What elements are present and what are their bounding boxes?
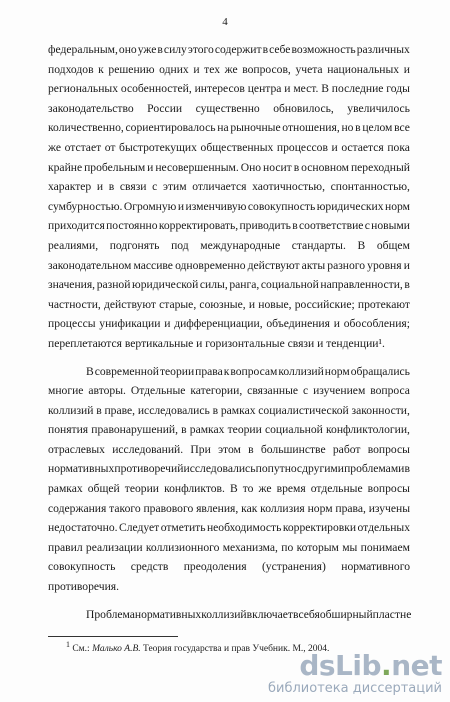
text-line: частности, действуют старые, союзные, и новые, российские; протекают	[48, 297, 410, 311]
logo-name: dsLib	[299, 649, 382, 682]
text-line: нормативных противоречий исследовались попутно с другими проблемами в	[48, 462, 410, 476]
text-line: крайне пробельным и несовершенным. Оно носит в основном переходный	[48, 160, 410, 174]
page-number: 4	[222, 16, 228, 28]
dslib-logo	[268, 651, 442, 681]
text-line: процессы унификации и дифференциации, объединения и обособления;	[48, 317, 410, 331]
text-line: подходов к решению одних и тех же вопросов, учета национальных и	[48, 62, 410, 76]
footnote-marker: 1	[66, 640, 70, 649]
logo-tld: net	[391, 649, 442, 682]
paragraph-gap	[48, 597, 410, 605]
text-line: В современной теории права к вопросам коллизий норм обращались	[86, 364, 410, 378]
text-line: понятия правонарушений, в рамках теории социальной конфликтологии,	[48, 423, 410, 437]
text-line: рамках общей теории конфликтов. В то же время отдельные вопросы	[48, 482, 410, 496]
text-line: правил реализации коллизионного механизма, по которым мы понимаем	[48, 540, 410, 554]
text-line: сумбурностью. Огромную и изменчивую совокупность юридических норм	[48, 199, 410, 213]
text-line: законодательство России существенно обновилось, увеличилось	[48, 101, 410, 115]
text-line: количественно, сориентировалось на рыночные отношения, но в целом все	[48, 121, 410, 135]
text-line: же отстает от быстротекущих общественных процессов и остается пока	[48, 140, 410, 154]
text-line: Проблема нормативных коллизий включает в себя обширный пласт не	[86, 607, 412, 621]
footnote-divider	[48, 636, 178, 637]
text-line: недостаточно. Следует отметить необходимость корректировки отдельных	[48, 521, 410, 535]
footnote-author: Малько А.В.	[92, 644, 141, 655]
text-line: совокупность средств преодоления (устранения) нормативного	[48, 560, 410, 574]
logo-dot: .	[381, 649, 392, 682]
body-text	[48, 40, 410, 624]
text-line: значения, разной юридической силы, ранга, социальной направленности, в	[48, 278, 410, 292]
text-line: коллизий в праве, исследовались в рамках социалистической законности,	[48, 403, 410, 417]
dslib-watermark	[268, 651, 442, 696]
footnote-prefix: См.:	[69, 644, 93, 655]
footnote-text: Теория государства и прав Учебник. М., 2004.	[140, 644, 330, 655]
paragraph-gap	[48, 354, 410, 362]
text-line: переплетаются вертикальные и горизонтальные связи и тенденции¹.	[48, 336, 385, 350]
text-line: законодательном массиве одновременно действуют акты разного уровня и	[48, 258, 410, 272]
text-line: отраслевых исследований. При этом в большинстве работ вопросы	[48, 442, 410, 456]
text-line: региональных особенностей, интересов центра и мест. В последние годы	[48, 82, 410, 96]
text-line: характер и в связи с этим отличается хаотичностью, спонтанностью,	[48, 180, 410, 194]
text-line: содержания такого правового явления, как коллизия норм права, изучены	[48, 501, 410, 515]
text-line: противоречия.	[48, 580, 120, 594]
text-line: федеральным, оно уже в силу этого содержит в себе возможность различных	[48, 43, 410, 56]
text-line: многие авторы. Отдельные категории, связанные с изучением вопроса	[48, 384, 410, 398]
watermark-subtitle: библиотека диссертаций	[268, 681, 442, 696]
text-line: приходится постоянно корректировать, приводить в соответствие с новыми	[48, 219, 410, 233]
text-line: реалиями, подгонять под международные стандарты. В общем	[48, 238, 410, 252]
